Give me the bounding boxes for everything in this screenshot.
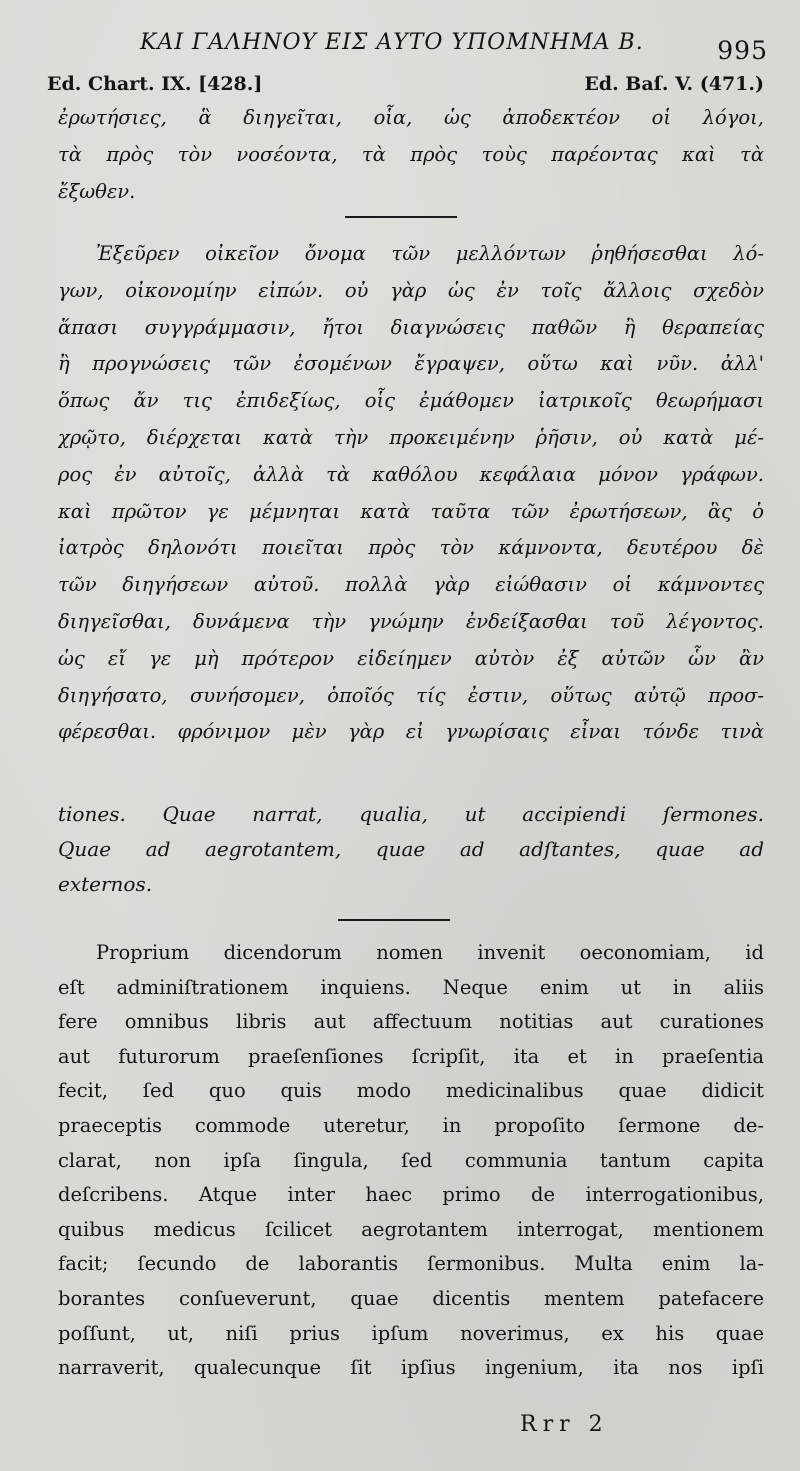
text-line: Quae ad aegrotantem, quae ad adſtantes, quae ad bbox=[58, 837, 764, 861]
text-line: ἰατρὸς δηλονότι ποιεῖται πρὸς τὸν κάμνοντα, δευτέρου δὲ bbox=[58, 536, 764, 560]
text-line: deſcribens. Atque inter haec primo de interrogationibus, bbox=[58, 1183, 764, 1207]
text-line: ὡς εἴ γε μὴ πρότερον εἰδείημεν αὐτὸν ἐξ αὐτῶν ὧν ἂν bbox=[58, 646, 764, 670]
text-line: ὅπως ἄν τις ἐπιδεξίως, οἷς ἐμάθομεν ἰατρικοῖς θεωρήμασι bbox=[58, 389, 764, 413]
greek-commentary bbox=[58, 236, 764, 751]
text-line: χρῷτο, διέρχεται κατὰ τὴν προκειμένην ῥῆσιν, οὐ κατὰ μέ- bbox=[58, 425, 764, 449]
section-divider bbox=[338, 919, 450, 921]
edition-reference-right: Ed. Baſ. V. (471.) bbox=[584, 73, 764, 95]
text-line: ἅπασι συγγράμμασιν, ἤτοι διαγνώσεις παθῶν ἢ θεραπείας bbox=[58, 315, 764, 339]
edition-reference-left: Ed. Chart. IX. [428.] bbox=[47, 73, 263, 95]
latin-lemma-continuation bbox=[58, 797, 764, 902]
text-line: διηγήσατο, συνήσομεν, ὁποῖός τίς ἐστιν, οὕτως αὐτῷ προσ- bbox=[58, 683, 764, 707]
text-line: ἐρωτήσιες, ἃ διηγεῖται, οἷα, ὡς ἀποδεκτέον οἱ λόγοι, bbox=[58, 106, 764, 129]
text-line: aut futurorum praeſenſiones ſcripſit, ita et in praeſentia bbox=[58, 1044, 764, 1068]
text-line: externos. bbox=[58, 872, 153, 896]
text-line: tiones. Quae narrat, qualia, ut accipiendi ſermones. bbox=[58, 802, 764, 826]
page-number: 995 bbox=[717, 36, 768, 65]
signature-mark: Rrr 2 bbox=[520, 1412, 609, 1437]
latin-commentary bbox=[58, 936, 764, 1386]
text-line: fere omnibus libris aut affectuum notitias aut curationes bbox=[58, 1010, 764, 1034]
text-line: facit; ſecundo de laborantis ſermonibus. Multa enim la- bbox=[58, 1252, 764, 1276]
text-line: τῶν διηγήσεων αὐτοῦ. πολλὰ γὰρ εἰώθασιν οἱ κάμνοντες bbox=[58, 573, 764, 597]
text-line: καὶ πρῶτον γε μέμνηται κατὰ ταῦτα τῶν ἐρωτήσεων, ἃς ὁ bbox=[58, 499, 764, 523]
text-line: praeceptis commode uteretur, in propoſito ſermone de- bbox=[58, 1113, 764, 1137]
text-line: narraverit, qualecunque ſit ipſius ingenium, ita nos ipſi bbox=[58, 1356, 764, 1380]
greek-lemma-continuation bbox=[58, 100, 764, 210]
text-line: poſſunt, ut, niſi prius ipſum noverimus, ex his quae bbox=[58, 1321, 764, 1345]
section-divider bbox=[345, 216, 457, 218]
text-line: borantes conſueverunt, quae dicentis mentem patefacere bbox=[58, 1286, 764, 1310]
text-line: ἔξωθεν. bbox=[58, 179, 136, 203]
running-head: ΚΑΙ ΓΑΛΗΝΟΥ ΕΙΣ ΑΥΤΟ ΥΠΟΜΝΗΜΑ Β. bbox=[140, 30, 644, 55]
text-line: eſt adminiſtrationem inquiens. Neque enim ut in aliis bbox=[58, 975, 764, 999]
text-line: ρος ἐν αὐτοῖς, ἀλλὰ τὰ καθόλου κεφάλαια μόνον γράφων. bbox=[58, 462, 764, 486]
text-line: γων, οἰκονομίην εἰπών. οὐ γὰρ ὡς ἐν τοῖς ἄλλοις σχεδὸν bbox=[58, 278, 764, 302]
text-line: φέρεσθαι. φρόνιμον μὲν γὰρ εἰ γνωρίσαις εἶναι τόνδε τινὰ bbox=[58, 720, 764, 744]
text-line: ἢ προγνώσεις τῶν ἐσομένων ἔγραψεν, οὕτω καὶ νῦν. ἀλλ' bbox=[58, 352, 764, 376]
text-line: Ἐξεῦρεν οἰκεῖον ὄνομα τῶν μελλόντων ῥηθήσεσθαι λό- bbox=[96, 242, 764, 265]
text-line: τὰ πρὸς τὸν νοσέοντα, τὰ πρὸς τοὺς παρέοντας καὶ τὰ bbox=[58, 142, 764, 166]
text-line: clarat, non ipſa ſingula, ſed communia tantum capita bbox=[58, 1148, 764, 1172]
text-line: Proprium dicendorum nomen invenit oeconomiam, id bbox=[96, 941, 764, 964]
text-line: quibus medicus ſcilicet aegrotantem interrogat, mentionem bbox=[58, 1217, 764, 1241]
text-line: fecit, ſed quo quis modo medicinalibus quae didicit bbox=[58, 1079, 764, 1103]
text-line: διηγεῖσθαι, δυνάμενα τὴν γνώμην ἐνδείξασθαι τοῦ λέγοντος. bbox=[58, 609, 764, 633]
